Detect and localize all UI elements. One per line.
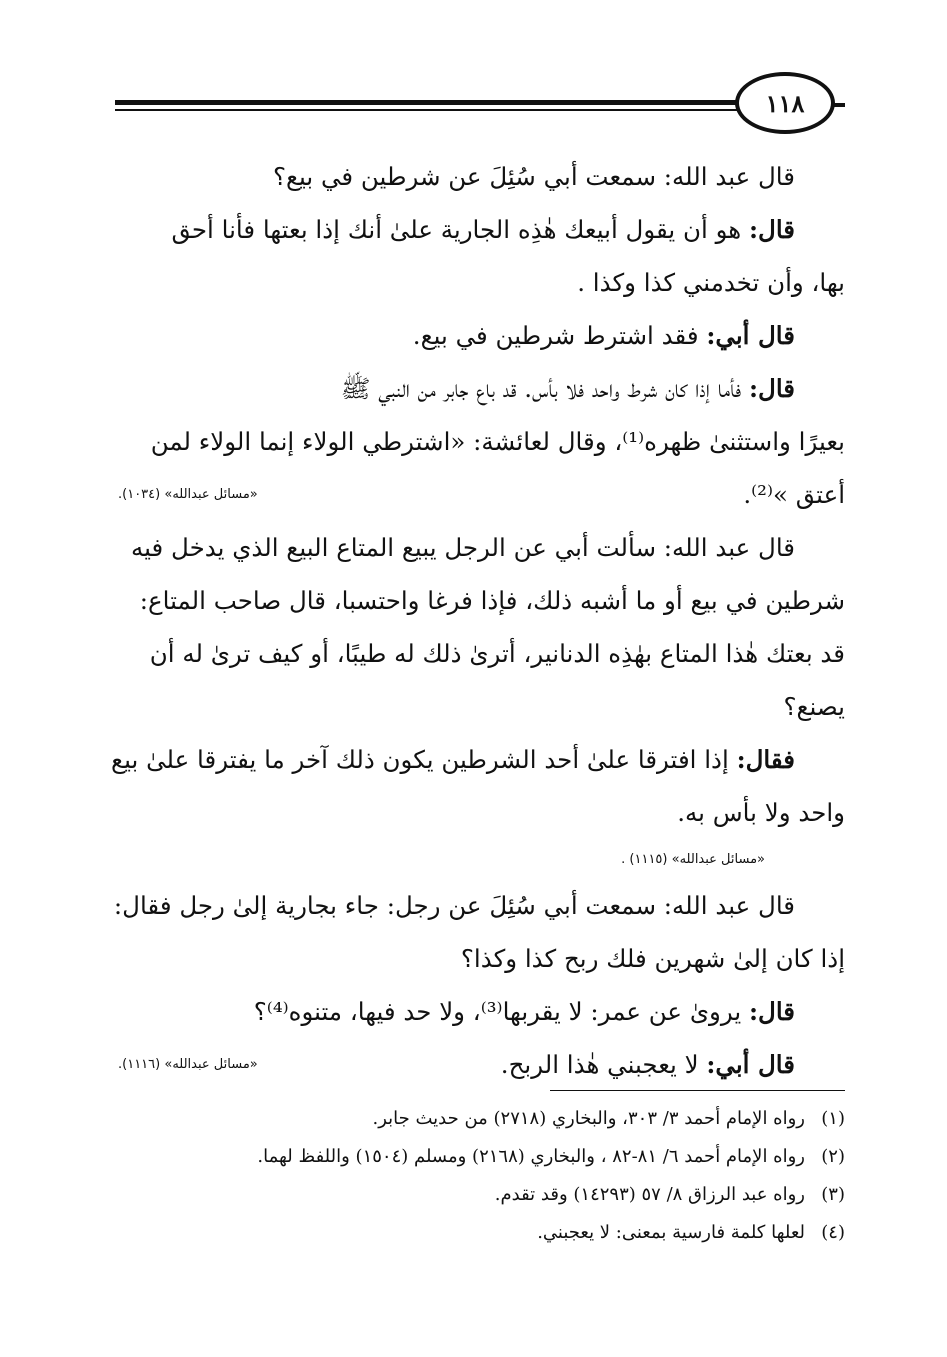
paragraph-9 — [118, 1038, 845, 1091]
speaker-label: فقال: — [736, 745, 795, 774]
line-text: إذا افترقا علىٰ أحد الشرطين يكون ذلك آخر ما يفترقا علىٰ بيع — [111, 745, 729, 774]
speaker-label: قال أبي: — [706, 1050, 795, 1079]
paragraph-5 — [118, 521, 845, 733]
text-line: قال عبد الله: سمعت أبي سُئِلَ عن شرطين في بيع؟ — [272, 162, 795, 191]
text-line: واحد ولا بأس به. — [677, 798, 845, 827]
header-rule-thin — [115, 109, 745, 111]
footnote-text: لعلها كلمة فارسية بمعنى: لا يعجبني. — [537, 1222, 805, 1243]
page-body — [111, 150, 845, 1091]
text-line — [118, 985, 845, 1038]
paragraph-7 — [113, 879, 845, 985]
footnote-number: (٢) — [821, 1146, 845, 1167]
footnote-separator — [550, 1090, 845, 1091]
footnotes — [118, 1100, 845, 1252]
speaker-label: قال: — [748, 215, 795, 244]
paragraph-8 — [118, 985, 845, 1038]
text-line: إذا كان إلىٰ شهرين فلك ربح كذا وكذا؟ — [460, 944, 845, 973]
speaker-label: قال: — [748, 997, 795, 1026]
source-citation: «مسائل عبدالله» (١١١٦). — [118, 1057, 258, 1072]
text-line — [118, 309, 845, 362]
text-line: بعيرًا واستثنىٰ ظهره⁽¹⁾، وقال لعائشة: «اشترطي الولاء إنما الولاء لمن — [150, 427, 845, 456]
line-text: هو أن يقول أبيعك هٰذِه الجارية علىٰ أنك إذا بعتها فأنا أحق — [171, 215, 742, 244]
source-citation: «مسائل عبدالله» (١٠٣٤). — [118, 487, 258, 502]
footnote-number: (١) — [821, 1108, 845, 1129]
text-line — [118, 468, 845, 521]
text-line: يصنع؟ — [783, 692, 845, 721]
speaker-label: قال أبي: — [706, 321, 795, 350]
footnote-text: رواه الإمام أحمد ٣/ ٣٠٣، والبخاري (٢٧١٨) من حديث جابر. — [372, 1108, 805, 1129]
footnote-1 — [118, 1100, 845, 1138]
footnote-4 — [118, 1214, 845, 1252]
paragraph-3 — [118, 309, 845, 362]
text-line: قد بعتك هٰذا المتاع بهٰذِه الدنانير، أترىٰ ذلك له طيبًا، أو كيف ترىٰ له أن — [149, 639, 845, 668]
page-number: ١١٨ — [735, 72, 835, 134]
text-line — [118, 1038, 845, 1091]
text-line: بها، وأن تخدمني كذا وكذا . — [577, 268, 845, 297]
paragraph-2 — [118, 203, 845, 309]
footnote-2 — [118, 1138, 845, 1176]
paragraph-4 — [118, 362, 845, 521]
speaker-label: قال: — [748, 374, 795, 403]
text-line — [118, 362, 845, 415]
footnote-text: رواه عبد الرزاق ٨/ ٥٧ (١٤٢٩٣) وقد تقدم. — [494, 1184, 805, 1205]
line-text: أعتق »⁽²⁾. — [743, 480, 845, 509]
header-rule-thick — [115, 100, 745, 105]
line-text: فأما إذا كان شرط واحد فلا بأس. قد باع جابر من النبي ﷺ — [340, 374, 742, 403]
line-text: فقد اشترط شرطين في بيع. — [412, 321, 699, 350]
source-citation: «مسائل عبدالله» (١١١٥) . — [621, 852, 765, 867]
line-text: يروىٰ عن عمر: لا يقربها⁽³⁾، ولا حد فيها، متنوه⁽⁴⁾؟ — [253, 997, 742, 1026]
text-line — [118, 203, 845, 256]
line-text: لا يعجبني هٰذا الربح. — [500, 1050, 699, 1079]
footnote-3 — [118, 1176, 845, 1214]
paragraph-6 — [111, 733, 845, 839]
paragraph-1 — [118, 150, 845, 203]
footnote-number: (٣) — [821, 1184, 845, 1205]
text-line: قال عبد الله: سألت أبي عن الرجل يبيع المتاع البيع الذي يدخل فيه — [131, 533, 795, 562]
text-line — [111, 733, 845, 786]
text-line: شرطين في بيع أو ما أشبه ذلك، فإذا فرغا واحتسبا، قال صاحب المتاع: — [139, 586, 845, 615]
page-header — [115, 70, 845, 140]
footnote-number: (٤) — [821, 1222, 845, 1243]
footnote-text: رواه الإمام أحمد ٦/ ٨١-٨٢ ، والبخاري (٢١٦٨) ومسلم (١٥٠٤) واللفظ لهما. — [257, 1146, 805, 1167]
text-line: قال عبد الله: سمعت أبي سُئِلَ عن رجل: جاء بجارية إلىٰ رجل فقال: — [113, 891, 795, 920]
